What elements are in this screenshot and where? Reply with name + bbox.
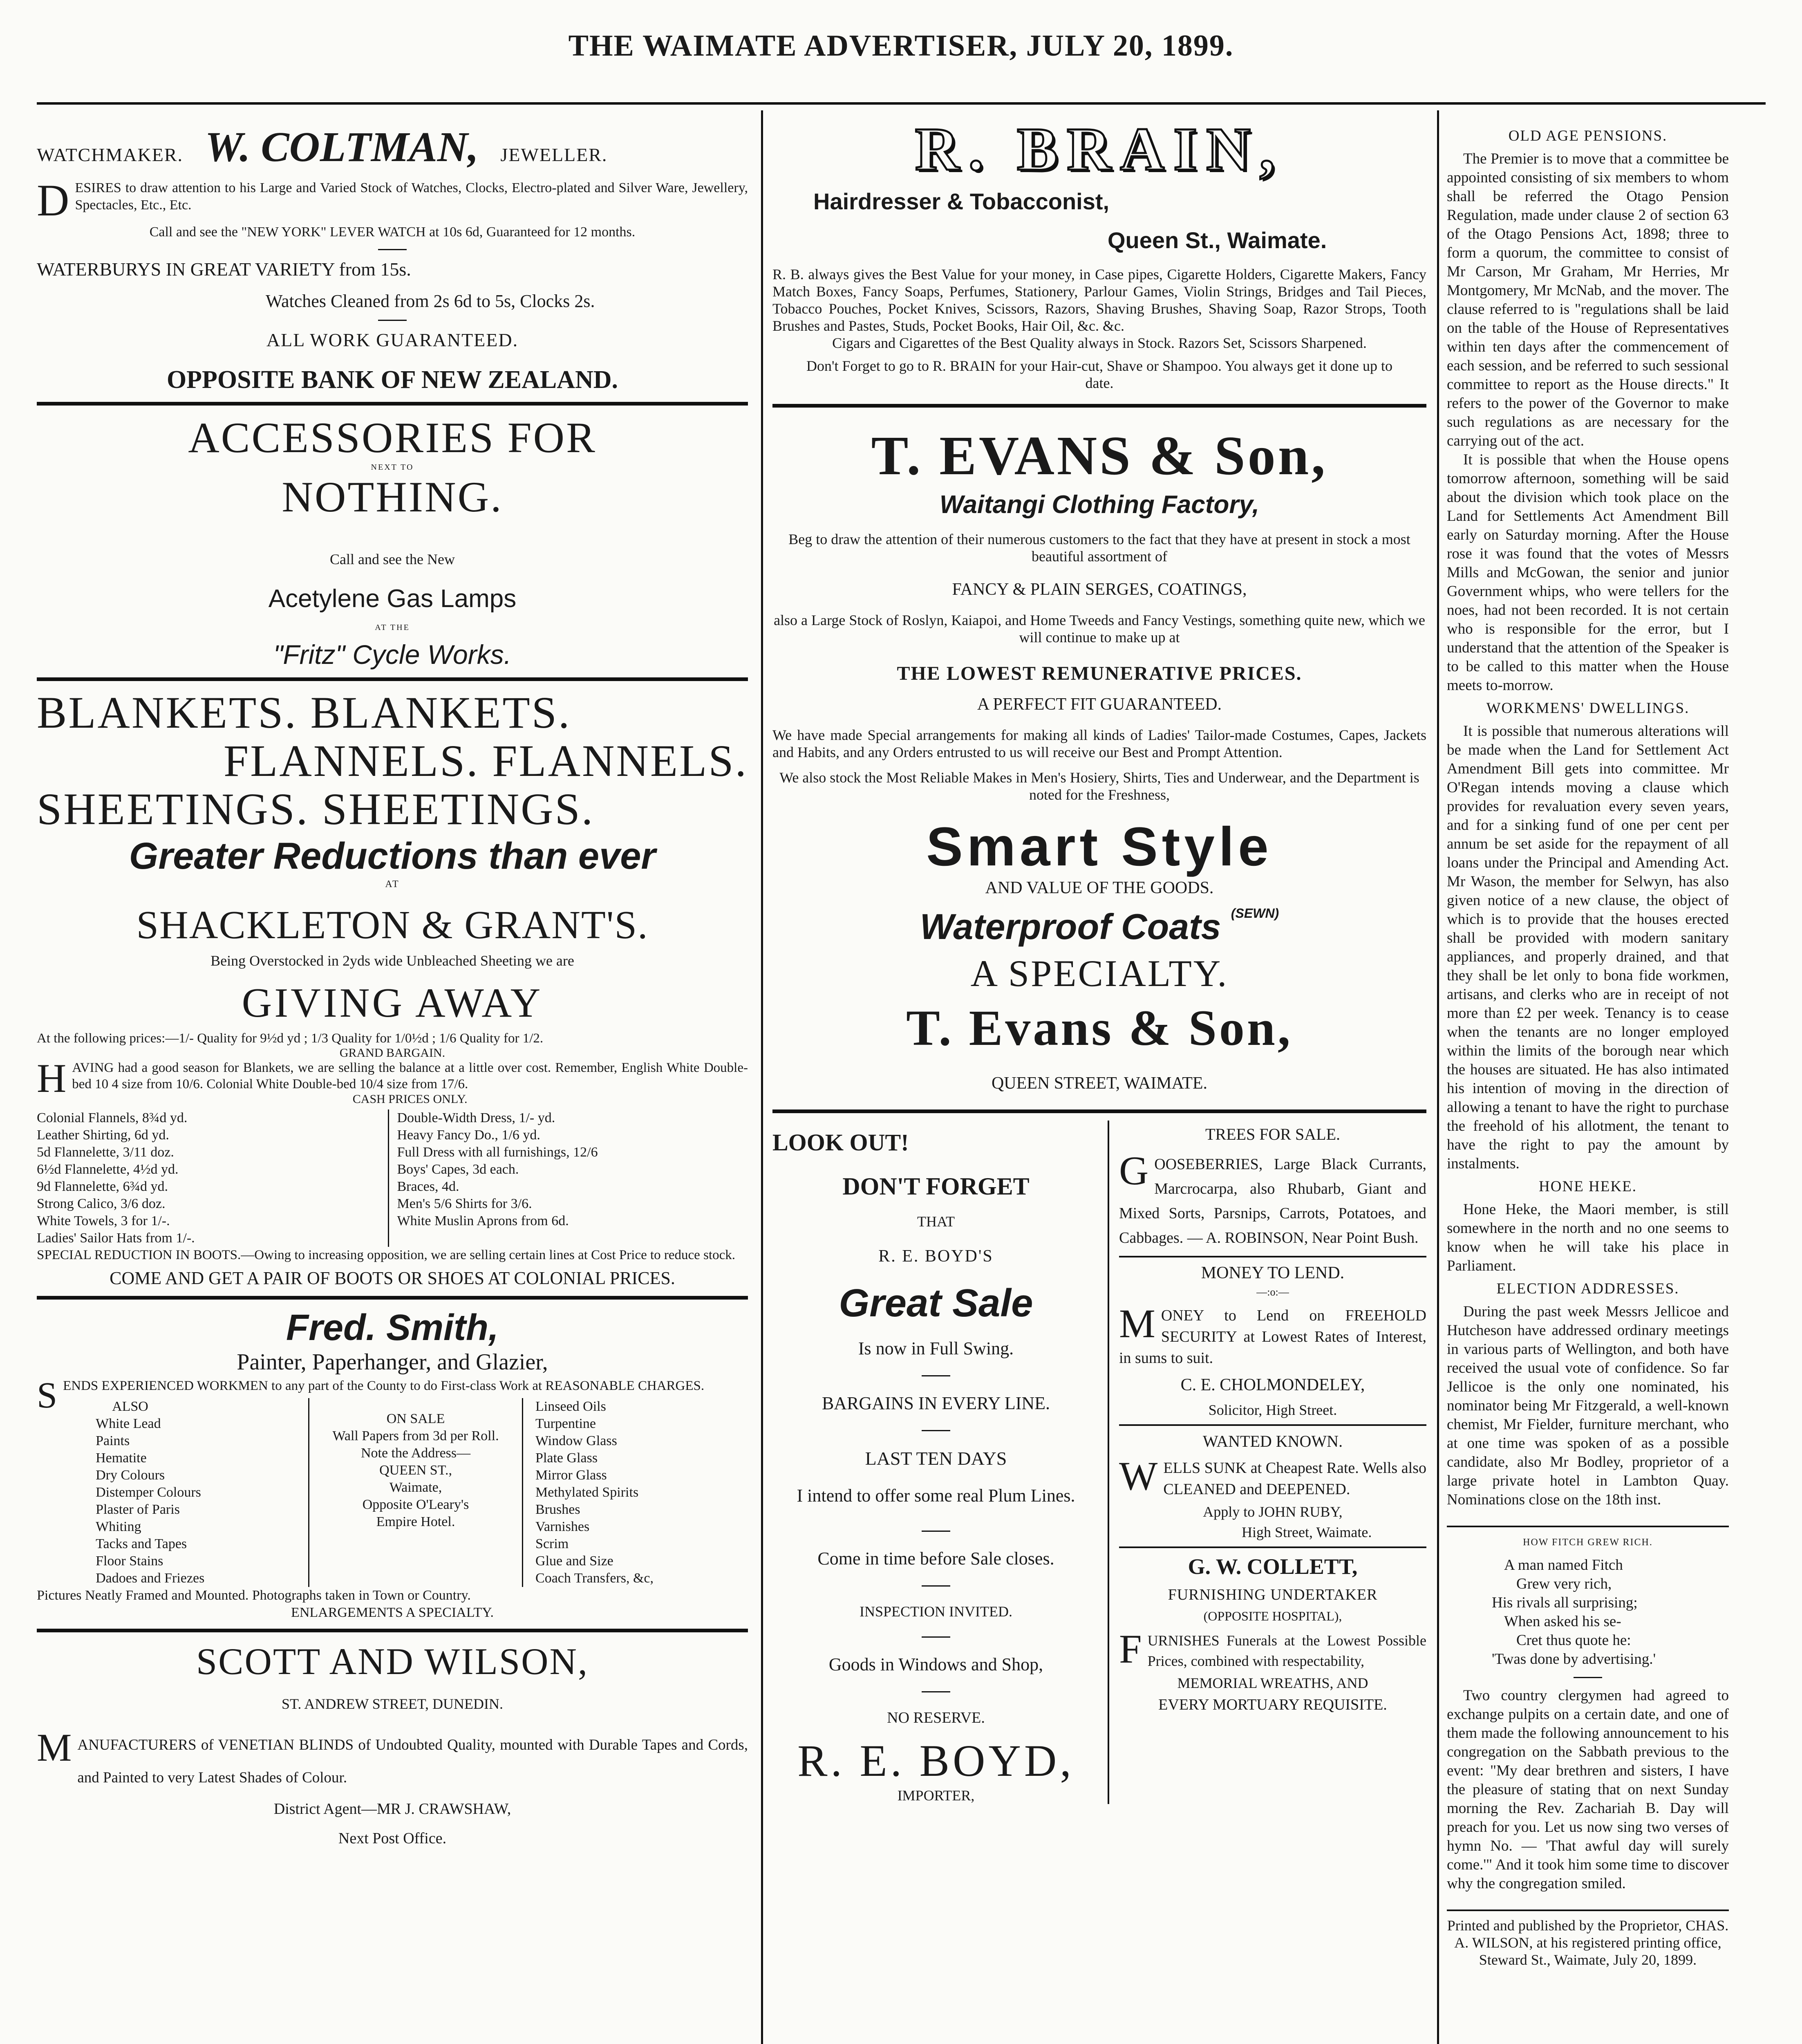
shackleton-having: AVING had a good season for Blankets, we are selling the balance at a little over cost. Remember, English White Double-bed 10 4 size from 10/6. Colonial White Double-bed 10/4 size from 17/6. xyxy=(72,1060,748,1091)
boyd-name: R. E. BOYD'S xyxy=(878,1247,994,1266)
evans-ad xyxy=(772,424,1426,1093)
shackleton-price-list xyxy=(37,1109,748,1247)
collett-dropcap: F xyxy=(1119,1626,1142,1672)
boyd-ad xyxy=(772,1121,1109,1804)
middle-bottom xyxy=(772,1121,1426,1804)
list-item: White Muslin Aprons from 6d. xyxy=(397,1213,569,1228)
smith-col3 xyxy=(523,1398,748,1587)
smith-col2 xyxy=(308,1398,523,1587)
boyd-come: Come in time before Sale closes. xyxy=(817,1549,1054,1569)
list-item: Wall Papers from 3d per Roll. xyxy=(332,1428,499,1443)
accessories-call: Call and see the New xyxy=(330,551,455,567)
list-item: Dadoes and Friezes xyxy=(96,1571,205,1586)
shackleton-ad xyxy=(37,688,748,1289)
list-item: Turpentine xyxy=(535,1416,596,1431)
shackleton-prices: At the following prices:—1/- Quality for 9½d yd ; 1/3 Quality for 1/0½d ; 1/6 Quality for 1/2. xyxy=(37,1031,544,1046)
list-item: Heavy Fancy Do., 1/6 yd. xyxy=(397,1127,540,1143)
list-item: Linseed Oils xyxy=(535,1399,606,1414)
smith-sends: ENDS EXPERIENCED WORKMEN to any part of the County to do First-class Work at REASONABLE CHARGES. xyxy=(63,1378,705,1393)
boyd-that: THAT xyxy=(917,1213,955,1230)
news-heading-fitch: HOW FITCH GREW RICH. xyxy=(1523,1537,1653,1548)
boyd-goods: Goods in Windows and Shop, xyxy=(828,1654,1043,1674)
shackleton-line1: BLANKETS. BLANKETS. xyxy=(37,688,571,737)
boyd-look: LOOK OUT! xyxy=(772,1129,909,1156)
divider xyxy=(922,1636,950,1638)
list-item: Waimate, xyxy=(389,1480,442,1495)
evans-serges: FANCY & PLAIN SERGES, COATINGS, xyxy=(952,580,1247,599)
shackleton-at: AT xyxy=(385,879,400,890)
money-body: ONEY to Lend on FREEHOLD SECURITY at Lowest Rates of Interest, in sums to suit. xyxy=(1119,1307,1426,1367)
shackleton-come: COME AND GET A PAIR OF BOOTS OR SHOES AT COLONIAL PRICES. xyxy=(110,1268,675,1288)
separator xyxy=(1119,1256,1426,1257)
list-item: 9d Flannelette, 6¾d yd. xyxy=(37,1179,168,1194)
brain-name: R. BRAIN, xyxy=(915,115,1284,183)
list-item: Leather Shirting, 6d yd. xyxy=(37,1127,169,1143)
collett-name: G. W. COLLETT, xyxy=(1188,1554,1358,1579)
scott-ad xyxy=(37,1640,748,1847)
news-heading-pensions: OLD AGE PENSIONS. xyxy=(1508,128,1668,144)
boyd-swing: Is now in Full Swing. xyxy=(858,1338,1014,1358)
money-name: C. E. CHOLMONDELEY, xyxy=(1180,1376,1365,1394)
trees-body: OOSEBERRIES, Large Black Currants, Marcrocarpa, also Rhubarb, Giant and Mixed Sorts, Parsnips, Carrots, Potatoes, and Cabbages. — A. ROBINSON, Near Point Bush. xyxy=(1119,1156,1426,1246)
coltman-waterburys: WATERBURYS IN GREAT VARIETY from 15s. xyxy=(37,259,411,280)
list-item: Colonial Flannels, 8¾d yd. xyxy=(37,1110,188,1125)
shackleton-line3: SHEETINGS. SHEETINGS. xyxy=(37,784,595,834)
list-item: Men's 5/6 Shirts for 3/6. xyxy=(397,1196,532,1211)
list-item: Hematite xyxy=(96,1450,147,1466)
poem-line: 'Twas done by advertising.' xyxy=(1492,1651,1656,1667)
news-pensions: The Premier is to move that a committee be appointed consisting of six members to whom shall be referred the Otago Pension Regulation, made under clause 2 of section 63 of the Otago Pensions Act, 1898; three to form a quorum, the committee to consist of Mr Carson, Mr Graham, Mr Herries, Mr Montgomery, Mr McNab, and the mover. The clause referred to is "regulations shall be laid on the table of the House of Representatives within ten days after the commencement of each session, and be referred to such sessional committee to report as the House directs." It refers to the power of the Governor to make such regulations as are necessary for the carrying out of the act. xyxy=(1447,150,1729,449)
collett-body: URNISHES Funerals at the Lowest Possible Prices, combined with respectability, xyxy=(1147,1632,1426,1669)
list-item: Coach Transfers, &c, xyxy=(535,1571,654,1586)
wanted-body: ELLS SUNK at Cheapest Rate. Wells also CLEANED and DEEPENED. xyxy=(1163,1459,1426,1498)
news-imprint: Printed and published by the Proprietor, CHAS. A. WILSON, at his registered printing office, Steward St., Waimate, July 20, 1899. xyxy=(1447,1917,1729,1968)
poem-line: Grew very rich, xyxy=(1516,1576,1612,1592)
list-item: Strong Calico, 3/6 doz. xyxy=(37,1196,166,1211)
list-item: Window Glass xyxy=(535,1433,617,1448)
brain-body: R. B. always gives the Best Value for your money, in Case pipes, Cigarette Holders, Cigarette Makers, Fancy Match Boxes, Fancy Soaps, Perfumes, Stationery, Parlour Games, Violin Strings, Bridges and Tail Pieces, Tobacco Pouches, Pocket Knives, Scissors, Razors, Shaving Brushes, Shaving Soap, Razor Strops, Tooth Brushes and Pastes, Studs, Pocket Books, Hair Oil, &c. &c. xyxy=(772,266,1426,334)
money-dropcap: M xyxy=(1119,1301,1155,1346)
list-item: Dry Colours xyxy=(96,1468,165,1483)
collett-ad xyxy=(1119,1554,1426,1714)
divider xyxy=(1574,1677,1602,1678)
news-clergymen: Two country clergymen had agreed to exchange pulpits on a certain date, and one of them made the following announcement to his congregation on the Sabbath previous to the event: "My dear brethren and sisters, I have the pleasure of stating that on next Sunday morning the Rev. Zachariah B. Day will preach for you. Let us now sing two verses of hymn No. — 'That awful day will surely come.'" And it took him some time to discover why the congregation smiled. xyxy=(1447,1687,1729,1892)
boyd-reserve: NO RESERVE. xyxy=(887,1709,985,1726)
small-ads xyxy=(1109,1121,1426,1804)
accessories-ad xyxy=(37,413,748,670)
list-item: White Towels, 3 for 1/-. xyxy=(37,1213,170,1228)
smith-items xyxy=(63,1398,748,1587)
money-mark: —:o:— xyxy=(1256,1286,1289,1298)
trees-dropcap: G xyxy=(1119,1148,1149,1193)
money-role: Solicitor, High Street. xyxy=(1208,1402,1337,1418)
list-item: ALSO xyxy=(112,1399,148,1414)
poem-line: His rivals all surprising; xyxy=(1492,1594,1638,1611)
list-item: Brushes xyxy=(535,1502,580,1517)
boyd-name2: R. E. BOYD, xyxy=(797,1736,1074,1786)
news-heke: Hone Heke, the Maori member, is still somewhere in the north and no one seems to know when he will take his place in Parliament. xyxy=(1447,1201,1729,1274)
list-item: Ladies' Sailor Hats from 1/-. xyxy=(37,1230,195,1246)
smith-enlargements: ENLARGEMENTS A SPECIALTY. xyxy=(291,1605,494,1620)
shackleton-line2: FLANNELS. FLANNELS. xyxy=(224,736,748,786)
evans-street: QUEEN STREET, WAIMATE. xyxy=(991,1074,1208,1093)
wanted-title: WANTED KNOWN. xyxy=(1202,1432,1343,1450)
evans-beg: Beg to draw the attention of their numerous customers to the fact that they have at present in stock a most beautiful assortment of xyxy=(788,531,1410,565)
scott-name: SCOTT AND WILSON, xyxy=(196,1641,589,1682)
evans-name: T. EVANS & Son, xyxy=(871,425,1328,486)
brain-ad xyxy=(772,114,1426,392)
coltman-prefix: WATCHMAKER. xyxy=(37,144,184,165)
collett-trade: FURNISHING UNDERTAKER xyxy=(1168,1586,1378,1603)
list-item: 6½d Flannelette, 4½d yd. xyxy=(37,1162,179,1177)
wanted-ad xyxy=(1119,1432,1426,1541)
masthead: THE WAIMATE ADVERTISER, JULY 20, 1899. xyxy=(568,29,1234,63)
smith-col1 xyxy=(63,1398,308,1587)
boyd-bargains: BARGAINS IN EVERY LINE. xyxy=(822,1393,1050,1413)
accessories-next-to: NEXT TO xyxy=(371,463,414,472)
list-item: Distemper Colours xyxy=(96,1485,201,1500)
list-item: Plate Glass xyxy=(535,1450,598,1466)
shackleton-overstocked: Being Overstocked in 2yds wide Unbleached Sheeting we are xyxy=(210,953,574,969)
coltman-guaranteed: ALL WORK GUARANTEED. xyxy=(266,329,519,350)
wanted-dropcap: W xyxy=(1119,1453,1158,1499)
list-item: Varnishes xyxy=(535,1519,590,1534)
news-poem xyxy=(1447,1556,1729,1669)
list-item: Empire Hotel. xyxy=(376,1514,455,1529)
list-item: 5d Flannelette, 3/11 doz. xyxy=(37,1145,174,1160)
brain-dont: Don't Forget to go to R. BRAIN for your Hair-cut, Shave or Shampoo. You always get it done up to date. xyxy=(806,358,1392,391)
evans-specialty: A SPECIALTY. xyxy=(970,953,1229,994)
list-item: Paints xyxy=(96,1433,130,1448)
smith-pictures: Pictures Neatly Framed and Mounted. Photographs taken in Town or Country. xyxy=(37,1588,471,1603)
shackleton-boots: SPECIAL REDUCTION IN BOOTS.—Owing to increasing opposition, we are selling certain lines at Cost Price to reduce stock. xyxy=(37,1248,735,1262)
boyd-offer: I intend to offer some real Plum Lines. xyxy=(797,1486,1075,1506)
coltman-ad xyxy=(37,123,748,394)
list-item: Tacks and Tapes xyxy=(96,1536,187,1551)
shackleton-right-list xyxy=(388,1109,748,1247)
accessories-works: "Fritz" Cycle Works. xyxy=(273,639,512,670)
boyd-importer: IMPORTER, xyxy=(897,1787,975,1804)
column-rule-2 xyxy=(1437,110,1439,2044)
left-column xyxy=(37,114,748,2044)
news-heading-dwellings: WORKMENS' DWELLINGS. xyxy=(1486,700,1690,717)
smith-ad xyxy=(37,1307,748,1621)
evans-stock: We also stock the Most Reliable Makes in Men's Hosiery, Shirts, Ties and Underwear, and the Department is noted for the Freshness, xyxy=(779,769,1419,803)
poem-line: Cret thus quote he: xyxy=(1516,1632,1631,1649)
evans-factory: Waitangi Clothing Factory, xyxy=(940,491,1259,519)
evans-made: We have made Special arrangements for making all kinds of Ladies' Tailor-made Costumes, Capes, Jackets and Habits, and any Orders entrusted to us will receive our Best and Prompt Attention. xyxy=(772,727,1426,760)
divider xyxy=(378,320,407,321)
list-item: Glue and Size xyxy=(535,1553,613,1569)
column-rule-1 xyxy=(761,110,763,2044)
coltman-newyork: Call and see the "NEW YORK" LEVER WATCH at 10s 6d, Guaranteed for 12 months. xyxy=(149,224,636,240)
evans-smart: Smart Style xyxy=(926,816,1273,877)
news-heading-heke: HONE HEKE. xyxy=(1539,1178,1637,1195)
accessories-at-the: AT THE xyxy=(375,623,410,632)
divider xyxy=(922,1430,950,1431)
coltman-name: W. COLTMAN, xyxy=(205,123,479,170)
accessories-line2: NOTHING. xyxy=(282,473,503,521)
list-item: Whiting xyxy=(96,1519,141,1534)
separator xyxy=(37,1296,748,1300)
trees-title: TREES FOR SALE. xyxy=(1205,1125,1341,1143)
separator xyxy=(37,677,748,681)
scott-dropcap: M xyxy=(37,1726,72,1769)
smith-dropcap: S xyxy=(37,1375,58,1416)
news-heading-election: ELECTION ADDRESSES. xyxy=(1496,1280,1679,1297)
list-item: Mirror Glass xyxy=(535,1468,607,1483)
evans-fit: A PERFECT FIT GUARANTEED. xyxy=(977,695,1222,714)
divider xyxy=(922,1375,950,1376)
coltman-desires: ESIRES to draw attention to his Large and Varied Stock of Watches, Clocks, Electro-plated and Silver Ware, Jewellery, Spectacles, Etc., Etc. xyxy=(75,180,748,213)
coltman-opposite: OPPOSITE BANK OF NEW ZEALAND. xyxy=(166,366,618,394)
evans-value: AND VALUE OF THE GOODS. xyxy=(985,879,1214,897)
list-item: Plaster of Paris xyxy=(96,1502,180,1517)
list-item: QUEEN ST., xyxy=(379,1463,452,1478)
shackleton-dropcap: H xyxy=(37,1056,67,1101)
coltman-suffix: JEWELLER. xyxy=(500,144,608,165)
list-item: Opposite O'Leary's xyxy=(362,1497,469,1512)
boyd-inspection: INSPECTION INVITED. xyxy=(860,1603,1012,1620)
boyd-sale: Great Sale xyxy=(839,1281,1033,1325)
shackleton-line4: Greater Reductions than ever xyxy=(129,835,656,877)
brain-trade: Hairdresser & Tobacconist, xyxy=(813,188,1110,214)
top-rule xyxy=(37,102,1766,105)
list-item: White Lead xyxy=(96,1416,161,1431)
list-item: Full Dress with all furnishings, 12/6 xyxy=(397,1145,598,1160)
divider xyxy=(922,1531,950,1532)
coltman-cleaned: Watches Cleaned from 2s 6d to 5s, Clocks 2s. xyxy=(266,291,595,311)
divider xyxy=(922,1691,950,1692)
divider xyxy=(922,1585,950,1587)
list-item: Floor Stains xyxy=(96,1553,163,1569)
shackleton-left-list xyxy=(37,1109,388,1247)
brain-cigars: Cigars and Cigarettes of the Best Quality always in Stock. Razors Set, Scissors Sharpened. xyxy=(832,335,1367,351)
list-item: Methylated Spirits xyxy=(535,1485,639,1500)
poem-line: When asked his se- xyxy=(1504,1613,1621,1630)
shackleton-cash: CASH PRICES ONLY. xyxy=(352,1092,468,1106)
wanted-street: High Street, Waimate. xyxy=(1242,1524,1372,1540)
scott-street: ST. ANDREW STREET, DUNEDIN. xyxy=(282,1696,503,1712)
evans-lowest: THE LOWEST REMUNERATIVE PRICES. xyxy=(897,663,1302,684)
brain-street: Queen St., Waimate. xyxy=(1108,227,1327,253)
trees-ad xyxy=(1119,1125,1426,1250)
separator xyxy=(37,1629,748,1632)
list-item: Boys' Capes, 3d each. xyxy=(397,1162,519,1177)
list-item: Braces, 4d. xyxy=(397,1179,459,1194)
scott-next: Next Post Office. xyxy=(338,1830,447,1847)
separator xyxy=(1447,1526,1729,1527)
evans-coats: Waterproof Coats xyxy=(920,906,1221,947)
poem-line: A man named Fitch xyxy=(1504,1557,1623,1573)
smith-trade: Painter, Paperhanger, and Glazier, xyxy=(237,1349,548,1375)
news-dwellings: It is possible that numerous alterations will be made when the Land for Settlement Act Amendment Bill gets into committee. Mr O'Regan intends moving a clause which provides for revaluation every seven years, and for a sinking fund of one per cent per annum be set aside for the repayment of all loans under the Principal and Amending Act. Mr Wason, the member for Selwyn, has also given notice of a new clause, the object of which is to provide that the houses erected shall be provided with modern sanitary appliances, and properly drained, and that they shall be let only to bona fide workmen, artisans, and clerks who are in receipt of not more than £2 per week. Tenancy is to cease when the tenants are no longer employed within the limits of the borough near which the houses are situated. He has also intimated his intention of moving in the direction of allowing a tenant to have the right to purchase the freehold of his allotment, the tenant to have the right to pay the amount by instalments. xyxy=(1447,723,1729,1172)
shackleton-giving: GIVING AWAY xyxy=(242,980,543,1026)
separator xyxy=(772,1109,1426,1113)
collett-opp: (OPPOSITE HOSPITAL), xyxy=(1203,1609,1342,1623)
separator xyxy=(1447,1910,1729,1911)
evans-sewn: (SEWN) xyxy=(1231,906,1279,921)
list-item: Double-Width Dress, 1/- yd. xyxy=(397,1110,555,1125)
list-item: Scrim xyxy=(535,1536,569,1551)
money-title: MONEY TO LEND. xyxy=(1201,1264,1345,1282)
middle-column xyxy=(772,114,1426,2044)
evans-name2: T. Evans & Son, xyxy=(906,1000,1293,1056)
right-column xyxy=(1447,123,1729,2044)
separator xyxy=(1119,1546,1426,1548)
collett-every: EVERY MORTUARY REQUISITE. xyxy=(1158,1696,1387,1713)
boyd-dont: DON'T FORGET xyxy=(842,1173,1030,1200)
evans-also: also a Large Stock of Roslyn, Kaiapoi, and Home Tweeds and Fancy Vestings, something quite new, which we will continue to make up at xyxy=(774,612,1425,645)
list-item: ON SALE xyxy=(386,1411,445,1426)
boyd-last: LAST TEN DAYS xyxy=(865,1448,1007,1469)
shackleton-firm: SHACKLETON & GRANT'S. xyxy=(136,903,649,947)
smith-name: Fred. Smith, xyxy=(286,1307,499,1348)
shackleton-grand: GRAND BARGAIN. xyxy=(339,1046,445,1060)
money-ad xyxy=(1119,1263,1426,1419)
accessories-line1: ACCESSORIES FOR xyxy=(188,414,597,462)
wanted-apply: Apply to JOHN RUBY, xyxy=(1203,1504,1343,1520)
news-election: During the past week Messrs Jellicoe and Hutcheson have addressed ordinary meetings in various parts of Wellington, and both have received the usual vote of confidence. So far Jellicoe is the only one nominated, his nominator being Mr Fitzgerald, a well-known chemist, Mr Fielder, furniture merchant, who at one time was spoken of as a possible candidate, also Mr Bodley, proprietor of a large private hotel in Lambton Quay. Nominations close on the 18th inst. xyxy=(1447,1303,1729,1508)
separator xyxy=(37,402,748,406)
list-item: Note the Address— xyxy=(360,1446,471,1461)
coltman-dropcap: D xyxy=(37,175,69,225)
divider xyxy=(378,249,407,250)
accessories-lamps: Acetylene Gas Lamps xyxy=(268,585,517,613)
collett-wreaths: MEMORIAL WREATHS, AND xyxy=(1177,1675,1368,1691)
news-division: It is possible that when the House opens tomorrow afternoon, something will be said about the division which took place on the Land for Settlements Act Amendment Bill early on Saturday morning. After the House rose it was found that the votes of Messrs Mills and McGowan, the senior and junior Government whips, who were tellers for the noes, had not been recorded. It is not certain who is responsible for the error, but I understand that the attention of the Speaker is to be called to this matter when the House meets to-morrow. xyxy=(1447,451,1729,694)
scott-agent: District Agent—MR J. CRAWSHAW, xyxy=(273,1800,511,1818)
scott-manufacturers: ANUFACTURERS of VENETIAN BLINDS of Undoubted Quality, mounted with Durable Tapes and Cords, and Painted to very Latest Shades of Colour. xyxy=(77,1737,748,1786)
separator xyxy=(1119,1424,1426,1426)
separator xyxy=(772,404,1426,408)
